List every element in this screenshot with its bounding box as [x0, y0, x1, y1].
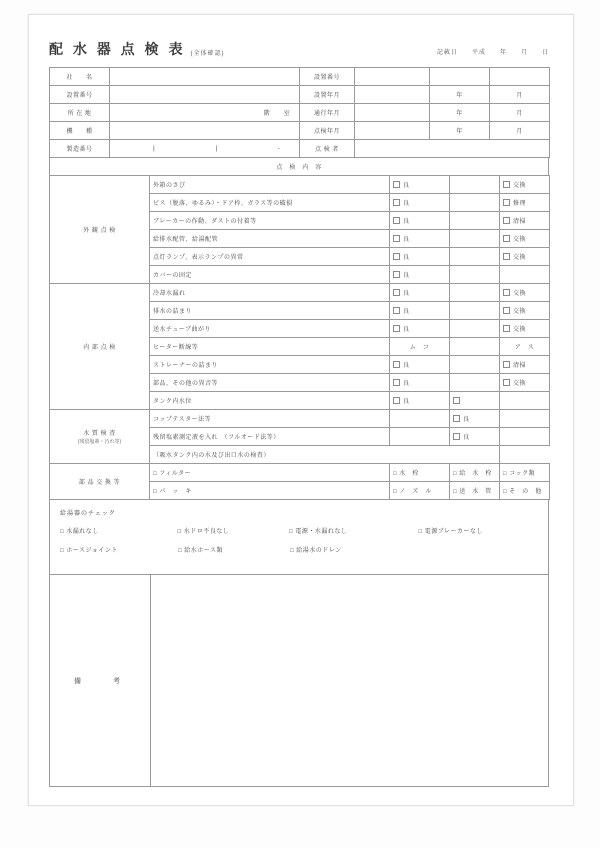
outside-item-action[interactable]: [500, 212, 550, 230]
inside-item-action[interactable]: [500, 356, 550, 374]
water-item-judge[interactable]: [450, 428, 500, 446]
checkbox-icon[interactable]: [503, 235, 510, 242]
extra-check-row: [60, 526, 538, 535]
judge-label: 良: [403, 273, 410, 279]
pass-date-month-unit: 月: [490, 104, 550, 122]
inside-item-name: 冷却水漏れ: [150, 284, 390, 302]
setup-no-value[interactable]: [110, 86, 300, 104]
judge-label: 良: [403, 381, 410, 387]
inspector-label: 点 検 者: [300, 140, 355, 158]
checkbox-icon[interactable]: [393, 271, 400, 278]
judge-label: 良: [403, 327, 410, 333]
judge-label: 良: [463, 435, 470, 441]
water-quality-subtitle: (残留塩素・汚れ等): [77, 439, 122, 445]
serial-label: 製造番号: [50, 140, 110, 158]
inside-item-action[interactable]: [500, 374, 550, 392]
table-row: [50, 176, 550, 194]
checkbox-icon[interactable]: [393, 289, 400, 296]
extra-check-block: [49, 500, 549, 575]
address-floor-unit: 階: [263, 111, 271, 117]
table-row: [50, 464, 550, 482]
action-label: 交換: [513, 255, 527, 261]
extra-check-item[interactable]: □ 給水ホース類: [178, 548, 223, 554]
checkbox-icon[interactable]: [503, 217, 510, 224]
outside-item-judge[interactable]: [390, 266, 450, 284]
water-item-action[interactable]: [500, 428, 550, 446]
inside-item-judge[interactable]: [390, 302, 450, 320]
inspect-date-value[interactable]: [355, 122, 430, 140]
judge-label: 良: [403, 219, 410, 225]
extra-check-row: [60, 545, 538, 554]
outside-item-judge[interactable]: [390, 230, 450, 248]
action-label: 交換: [513, 183, 527, 189]
inside-item-name: 部品、その他の異音等: [150, 374, 390, 392]
inside-item-judge[interactable]: [390, 284, 450, 302]
serial-sep-3: -: [277, 145, 281, 152]
checkbox-icon[interactable]: [503, 307, 510, 314]
judge-label: 良: [403, 291, 410, 297]
outside-item-name: カバーの固定: [150, 266, 390, 284]
serial-value[interactable]: [110, 140, 300, 158]
serial-sep-2: |: [215, 145, 218, 152]
inside-item-judge[interactable]: ム コ: [390, 338, 450, 356]
judge-label: 良: [403, 183, 410, 189]
inside-item-action[interactable]: ア ス: [500, 338, 550, 356]
judge-label: 良: [403, 255, 410, 261]
outside-item-note[interactable]: [450, 194, 500, 212]
setup-date-month-unit: 月: [490, 86, 550, 104]
parts-cell[interactable]: □ フィルター: [150, 464, 390, 482]
extra-check-title: 給湯器のチェック: [60, 511, 116, 517]
outside-item-name: 給排水配管、給湯配管: [150, 230, 390, 248]
pass-date-value[interactable]: [355, 104, 430, 122]
date-day: 日: [541, 50, 549, 56]
outside-item-name: ビス（脱落、ゆるみ）・ドア枠、ガラス等の破損: [150, 194, 390, 212]
checkbox-icon[interactable]: [503, 181, 510, 188]
inside-item-judge[interactable]: [390, 374, 450, 392]
inside-item-name: 送水チューブ曲がり: [150, 320, 390, 338]
outside-item-action[interactable]: [500, 194, 550, 212]
inspection-sheet: [28, 14, 574, 806]
inspector-value[interactable]: [355, 140, 550, 158]
judge-label: 良: [403, 363, 410, 369]
table-row: [50, 140, 550, 158]
inside-item-judge[interactable]: [390, 320, 450, 338]
setup-date-year-unit: 年: [430, 86, 490, 104]
serial-sep-1: |: [153, 145, 156, 152]
water-item-action[interactable]: [500, 410, 550, 428]
outside-item-action[interactable]: [500, 176, 550, 194]
inside-item-judge[interactable]: [390, 392, 450, 410]
action-label: 交換: [513, 291, 527, 297]
water-quality-title: 水 質 検 査: [83, 431, 116, 437]
inspect-date-month-unit: 月: [490, 122, 550, 140]
inside-item-name: タンク内水位: [150, 392, 390, 410]
notes-field[interactable]: [151, 575, 548, 786]
extra-check-item[interactable]: □ 電源ブレーカーなし: [418, 529, 483, 535]
outside-item-note[interactable]: [450, 248, 500, 266]
company-value[interactable]: [110, 68, 300, 86]
checkbox-icon[interactable]: [393, 379, 400, 386]
inside-item-note[interactable]: [450, 284, 500, 302]
checkbox-icon[interactable]: [453, 415, 460, 422]
inspection-table: [49, 175, 550, 500]
inside-item-judge[interactable]: [390, 356, 450, 374]
install-no-cell-3[interactable]: [490, 68, 550, 86]
setup-date-value[interactable]: [355, 86, 430, 104]
checkbox-icon[interactable]: [393, 307, 400, 314]
date-line: [437, 47, 549, 59]
table-row: [50, 158, 549, 176]
water-item-name: 残留塩素測定液を入れ （フルオード法等）: [150, 428, 390, 446]
parts-cell[interactable]: □ パ ッ キ: [150, 482, 390, 500]
outside-item-action[interactable]: [500, 230, 550, 248]
install-no-label: 設置番号: [300, 68, 355, 86]
setup-date-label: 設置年月: [300, 86, 355, 104]
install-no-value[interactable]: [355, 68, 430, 86]
parts-cell[interactable]: □ 送 水 管: [450, 482, 500, 500]
table-row: [50, 410, 550, 428]
address-value[interactable]: [110, 104, 300, 122]
company-label: 社 名: [50, 68, 110, 86]
judge-label: 良: [403, 399, 410, 405]
extra-check-item[interactable]: □ 電源・水漏れなし: [289, 529, 348, 535]
notes-block: [49, 575, 549, 787]
action-label: 交換: [513, 309, 527, 315]
checkbox-icon[interactable]: [453, 397, 460, 404]
checkbox-icon[interactable]: [393, 217, 400, 224]
inside-item-note[interactable]: [450, 356, 500, 374]
water-item-name: コップテスター法等: [150, 410, 390, 428]
inspect-date-label: 点検年月: [300, 122, 355, 140]
table-row: [50, 68, 550, 86]
page-title: 配 水 器 点 検 表: [49, 41, 186, 57]
outside-item-judge[interactable]: [390, 212, 450, 230]
pass-date-year-unit: 年: [430, 104, 490, 122]
outside-item-name: 外箱のさび: [150, 176, 390, 194]
extra-check-item[interactable]: □ 給湯水のドレン: [290, 548, 342, 554]
parts-cell[interactable]: □ 水 栓: [390, 464, 450, 482]
table-row: [50, 284, 550, 302]
inside-item-note[interactable]: [450, 320, 500, 338]
action-label: 交換: [513, 237, 527, 243]
date-label: 記載日: [436, 50, 458, 56]
outside-item-note[interactable]: [450, 212, 500, 230]
info-table: [49, 67, 550, 158]
checkbox-icon[interactable]: [393, 361, 400, 368]
pass-date-label: 通行年月: [300, 104, 355, 122]
judge-label: 良: [403, 201, 410, 207]
extra-check-item[interactable]: □ ホースジョイント: [60, 548, 118, 554]
action-label: 修理: [513, 201, 527, 207]
water-item-judge[interactable]: [450, 410, 500, 428]
install-no-cell-2[interactable]: [430, 68, 490, 86]
outside-item-action[interactable]: [500, 248, 550, 266]
action-label: 交換: [513, 381, 527, 387]
outside-item-note[interactable]: [450, 230, 500, 248]
action-label: 清掃: [513, 219, 527, 225]
checkbox-icon[interactable]: [393, 325, 400, 332]
outside-item-judge[interactable]: [390, 176, 450, 194]
outside-item-judge[interactable]: [390, 248, 450, 266]
address-room-unit: 室: [283, 111, 291, 117]
action-label: 清掃: [513, 363, 527, 369]
inside-item-name: ストレーナーの詰まり: [150, 356, 390, 374]
inside-item-note[interactable]: [450, 302, 500, 320]
checkbox-icon[interactable]: [453, 433, 460, 440]
section-bar-table: [49, 157, 549, 176]
inside-item-note[interactable]: [450, 374, 500, 392]
inside-item-note[interactable]: [450, 392, 500, 410]
parts-cell[interactable]: □ 給 水 栓: [450, 464, 500, 482]
outside-item-name: 点灯ランプ、表示ランプの異常: [150, 248, 390, 266]
checkbox-icon[interactable]: [503, 361, 510, 368]
checkbox-icon[interactable]: [503, 289, 510, 296]
parts-exchange-label: 部 品 交 換 等: [50, 464, 150, 500]
checkbox-icon[interactable]: [503, 379, 510, 386]
inspect-date-year-unit: 年: [430, 122, 490, 140]
inside-item-name: 排水の詰まり: [150, 302, 390, 320]
extra-check-item[interactable]: □ 水漏れなし: [60, 529, 99, 535]
table-row: [50, 86, 550, 104]
checkbox-icon[interactable]: [393, 235, 400, 242]
water-quality-label: [50, 410, 150, 464]
checkbox-icon[interactable]: [393, 397, 400, 404]
inside-section-label: 内 部 点 検: [50, 284, 150, 410]
inside-item-action[interactable]: [500, 284, 550, 302]
date-year: 年: [499, 50, 507, 56]
table-row: [50, 122, 550, 140]
document-header: [49, 31, 549, 59]
address-label: 所 在 地: [50, 104, 110, 122]
date-era: 平成: [471, 50, 486, 56]
checkbox-icon[interactable]: [393, 199, 400, 206]
setup-no-label: 設置番号: [50, 86, 110, 104]
table-row: [50, 104, 550, 122]
model-value[interactable]: [110, 122, 300, 140]
outside-item-action[interactable]: [500, 266, 550, 284]
checkbox-icon[interactable]: [393, 253, 400, 260]
water-item-note[interactable]: [390, 428, 450, 446]
checkbox-icon[interactable]: [503, 325, 510, 332]
outside-item-note[interactable]: [450, 266, 500, 284]
checkbox-icon[interactable]: [393, 181, 400, 188]
model-label: 機 種: [50, 122, 110, 140]
date-month: 月: [520, 50, 528, 56]
outside-item-name: ブレーカーの作動、ダストの付着等: [150, 212, 390, 230]
notes-label: 備 考: [50, 575, 151, 786]
inside-item-note[interactable]: [450, 338, 500, 356]
inside-item-name: ヒーター断線等: [150, 338, 390, 356]
judge-label: 良: [463, 417, 470, 423]
judge-label: 良: [403, 237, 410, 243]
judge-label: 良: [403, 309, 410, 315]
outside-item-judge[interactable]: [390, 194, 450, 212]
parts-cell[interactable]: □ そ の 他: [500, 482, 550, 500]
checkbox-icon[interactable]: [503, 253, 510, 260]
checkbox-icon[interactable]: [503, 199, 510, 206]
water-item-note-text: （吸水タンク内の水及び出口水の検査）: [150, 446, 500, 464]
inside-item-action[interactable]: [500, 392, 550, 410]
parts-cell[interactable]: □ コック類: [500, 464, 550, 482]
action-label: 交換: [513, 327, 527, 333]
outside-section-label: 外 観 点 検: [50, 176, 150, 284]
extra-check-item[interactable]: □ 水ドロ不良なし: [177, 529, 230, 535]
page-subtitle: (全体確認): [190, 51, 225, 57]
inside-item-action[interactable]: [500, 320, 550, 338]
section-bar-label: 点 検 内 容: [50, 158, 549, 176]
parts-cell[interactable]: □ ノ ズ ル: [390, 482, 450, 500]
outside-item-note[interactable]: [450, 176, 500, 194]
inside-item-action[interactable]: [500, 302, 550, 320]
water-item-note[interactable]: [390, 410, 450, 428]
